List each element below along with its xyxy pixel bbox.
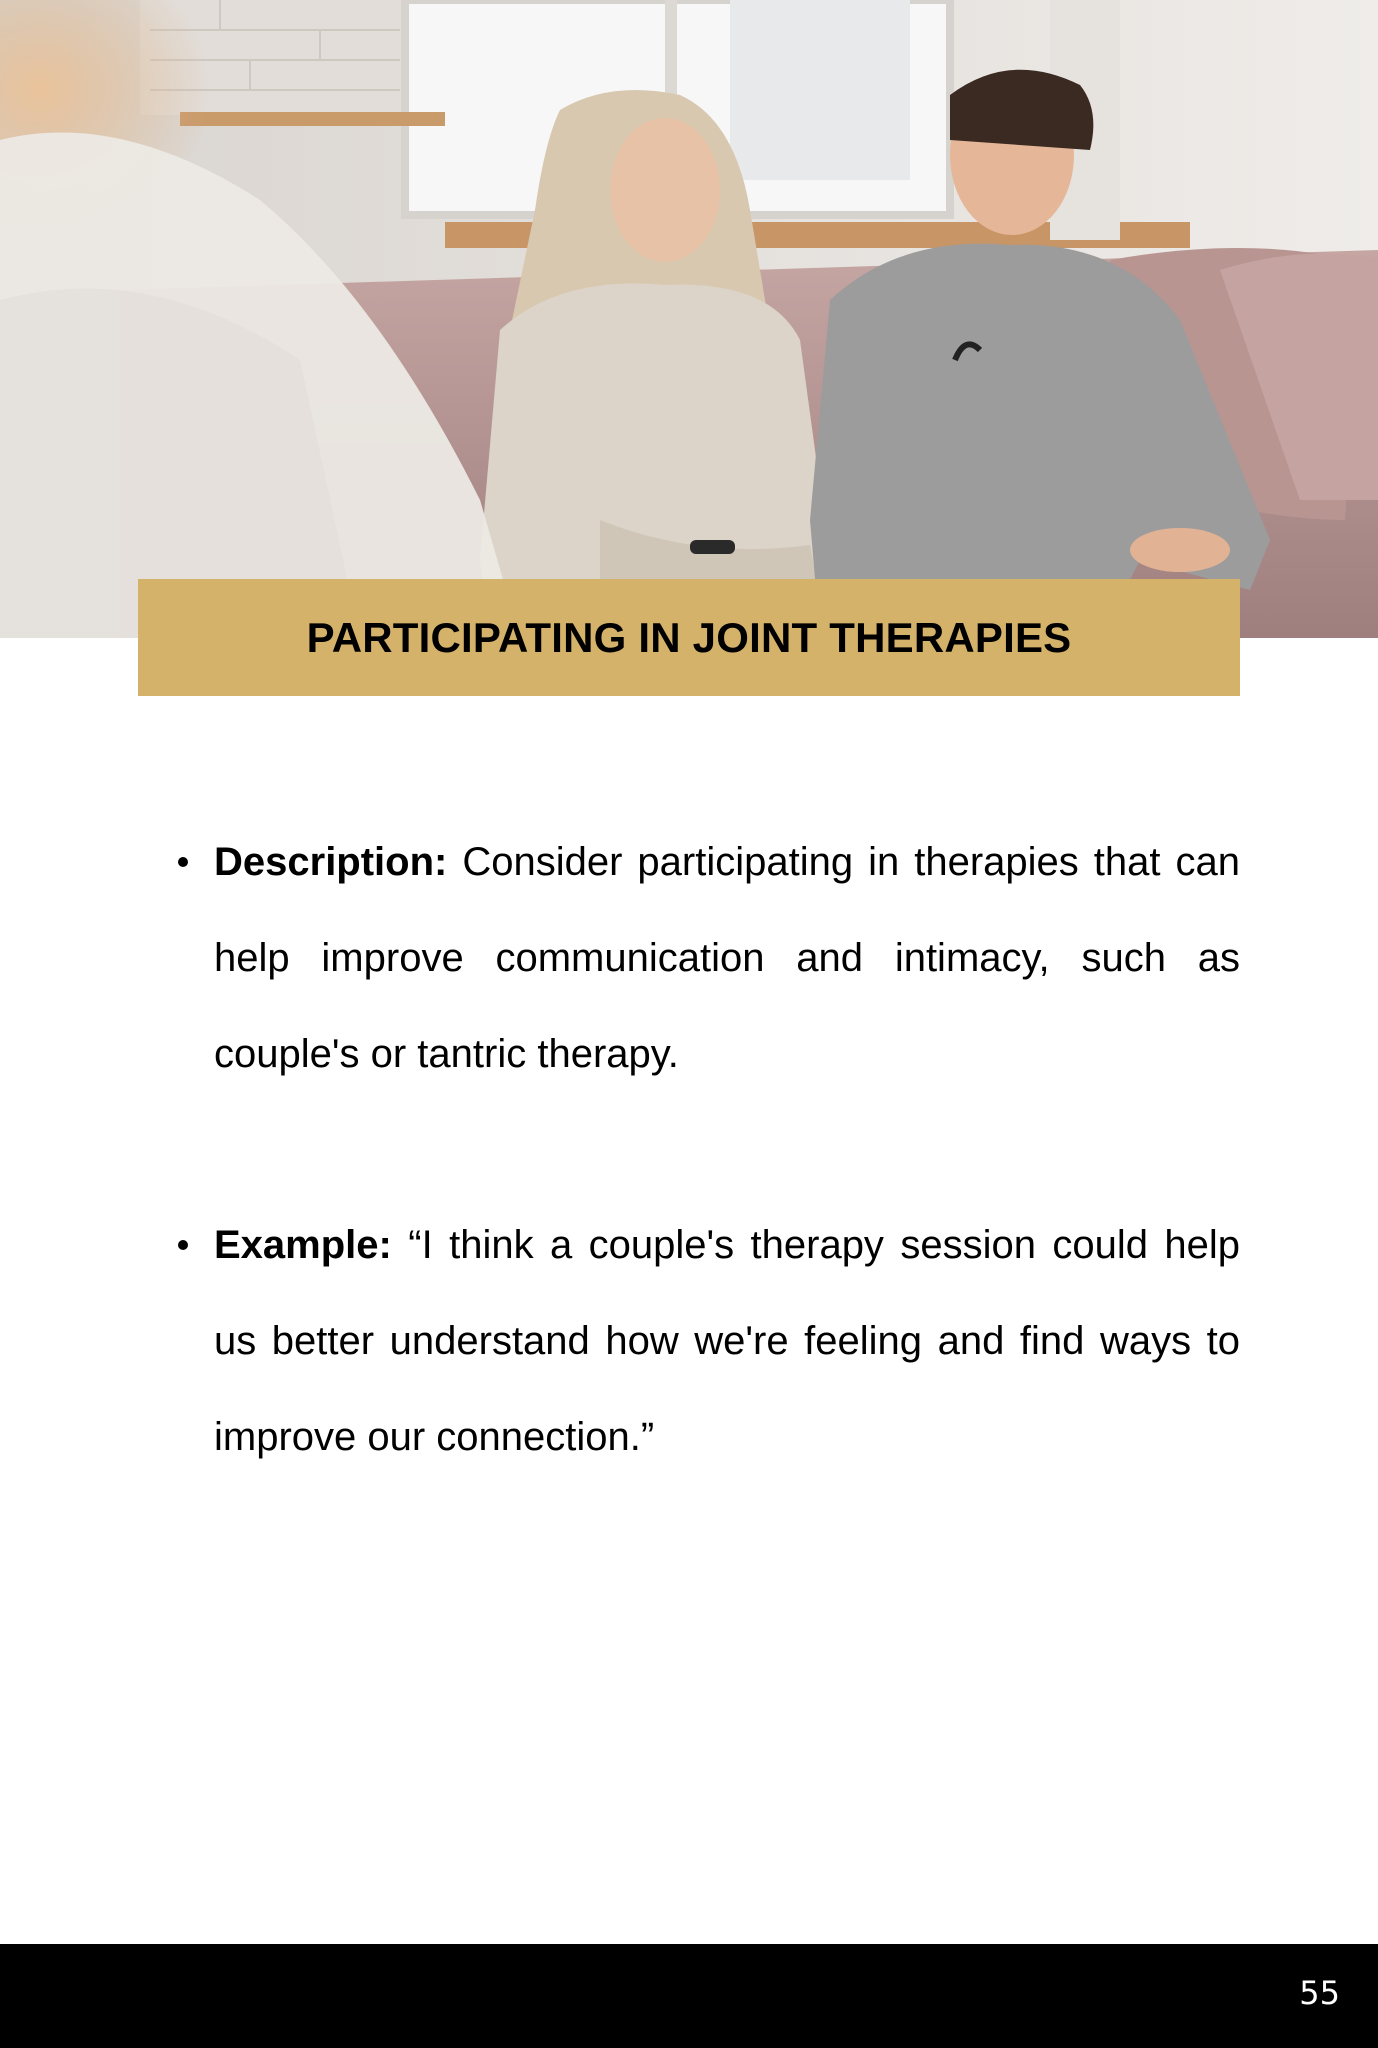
description-text: Consider participating in therapies that can help improve communication and intimacy, such as couple's or tantric therapy. [214, 840, 1240, 1076]
page-title: PARTICIPATING IN JOINT THERAPIES [306, 613, 1072, 661]
example-label: Example: [214, 1223, 409, 1267]
hero-photo [0, 0, 1378, 638]
description-label: Description: [214, 840, 463, 884]
list-item-description [214, 814, 1240, 1102]
footer-bar [0, 1944, 1378, 2048]
title-banner [138, 579, 1240, 696]
bullet-dot-icon [178, 1240, 188, 1250]
list-item-example [214, 1197, 1240, 1485]
example-text: “I think a couple's therapy session could help us better understand how we're feeling and find ways to improve our connection.” [214, 1223, 1240, 1459]
page-number: 55 [1299, 1974, 1340, 2012]
bullet-dot-icon [178, 857, 188, 867]
